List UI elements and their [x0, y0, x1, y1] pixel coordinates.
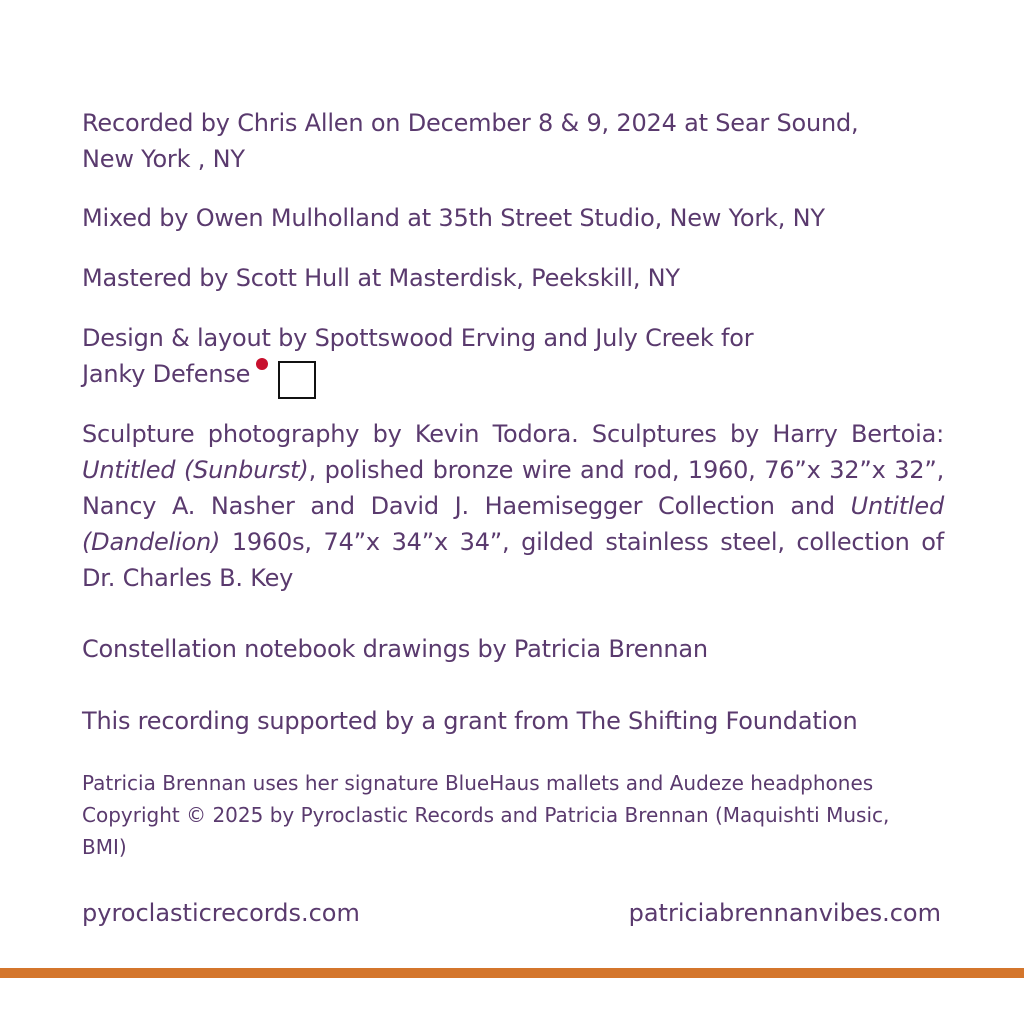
- sculpture-line-4-rest: 1960s, 74”x 34”x 34”, gilded stainless steel, collection of: [220, 528, 944, 556]
- design-credit: [82, 320, 753, 396]
- dandelion-title-part-1: Untitled: [850, 492, 944, 520]
- pyroclastic-link[interactable]: pyroclasticrecords.com: [82, 899, 360, 927]
- sculpture-line-1: Sculpture photography by Kevin Todora. Sculptures by Harry Bertoia:: [82, 420, 944, 448]
- sculpture-credit: [82, 416, 944, 596]
- sculpture-line-4: [82, 524, 944, 560]
- janky-defense-logo-icon: [254, 356, 324, 396]
- drawings-line: Constellation notebook drawings by Patricia Brennan: [82, 635, 708, 663]
- drawings-credit: [82, 631, 708, 667]
- recorded-line-2: New York , NY: [82, 145, 245, 173]
- grant-line: This recording supported by a grant from The Shifting Foundation: [82, 707, 858, 735]
- logo-square: [278, 361, 316, 399]
- design-line-1: Design & layout by Spottswood Erving and July Creek for: [82, 324, 754, 352]
- sculpture-line-2-rest: , polished bronze wire and rod, 1960, 76”x 32”x 32”,: [308, 456, 944, 484]
- recorded-credit: [82, 105, 858, 177]
- accent-bar: [0, 968, 1024, 978]
- logo-red-dot: [256, 358, 268, 370]
- fine-print-line-2: Copyright © 2025 by Pyroclastic Records and Patricia Brennan (Maquishti Music,: [82, 803, 890, 827]
- sunburst-title: Untitled (Sunburst): [82, 456, 309, 484]
- fine-print-line-3: BMI): [82, 835, 127, 859]
- design-line-2: [82, 356, 753, 396]
- sculpture-line-3: [82, 488, 944, 524]
- patricia-brennan-link[interactable]: patriciabrennanvibes.com: [628, 899, 941, 927]
- mastered-line: Mastered by Scott Hull at Masterdisk, Peekskill, NY: [82, 264, 680, 292]
- fine-print-line-1: Patricia Brennan uses her signature BlueHaus mallets and Audeze headphones: [82, 771, 874, 795]
- mixed-credit: [82, 200, 825, 236]
- sculpture-line-2: [82, 452, 944, 488]
- sculpture-line-5: Dr. Charles B. Key: [82, 564, 294, 592]
- mixed-line: Mixed by Owen Mulholland at 35th Street Studio, New York, NY: [82, 204, 825, 232]
- grant-credit: [82, 703, 858, 739]
- fine-print: [82, 767, 962, 863]
- sculpture-line-3-a: Nancy A. Nasher and David J. Haemisegger Collection and: [82, 492, 851, 520]
- mastered-credit: [82, 260, 680, 296]
- dandelion-title-part-2: (Dandelion): [82, 528, 221, 556]
- design-line-2-text: Janky Defense: [82, 360, 251, 388]
- recorded-line-1: Recorded by Chris Allen on December 8 & 9, 2024 at Sear Sound,: [82, 109, 859, 137]
